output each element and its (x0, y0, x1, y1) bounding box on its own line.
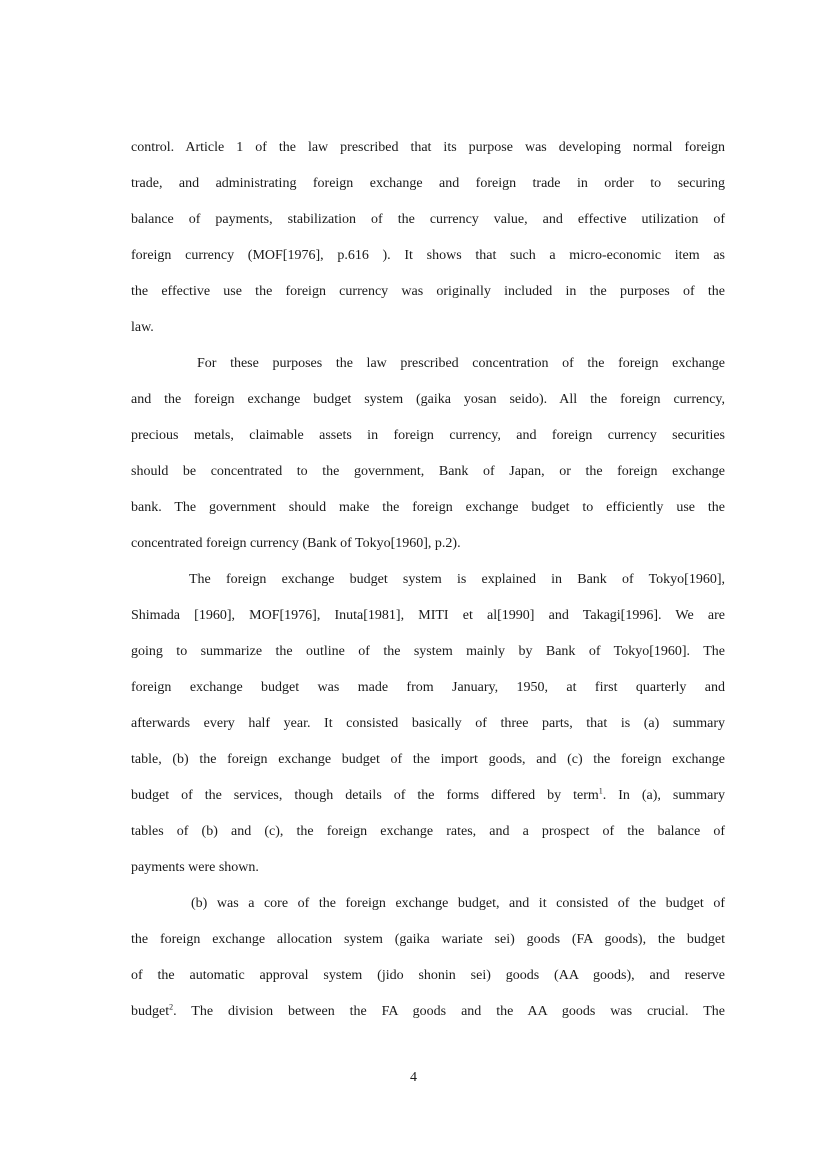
text-line-with-footnote (131, 778, 725, 814)
footnote-marker: 2 (169, 1002, 174, 1012)
text-line: balance of payments, stabilization of the currency value, and effective utilization of (131, 212, 725, 227)
text-segment: budget of the services, though details of the forms differed by term (131, 788, 599, 803)
paragraph-2 (131, 346, 725, 562)
text-line: and the foreign exchange budget system (gaika yosan seido). All the foreign currency, (131, 392, 725, 407)
text-line: foreign currency (MOF[1976], p.616 ). It shows that such a micro-economic item as (131, 248, 725, 263)
paragraph-3 (131, 562, 725, 886)
text-line: control. Article 1 of the law prescribed that its purpose was developing normal foreign (131, 140, 725, 155)
text-line: The foreign exchange budget system is explained in Bank of Tokyo[1960], (189, 572, 725, 587)
text-line: For these purposes the law prescribed concentration of the foreign exchange (197, 356, 725, 371)
text-line: of the automatic approval system (jido shonin sei) goods (AA goods), and reserve (131, 968, 725, 983)
page-number: 4 (410, 1070, 417, 1085)
text-line: should be concentrated to the government, Bank of Japan, or the foreign exchange (131, 464, 725, 479)
paragraph-1 (131, 130, 725, 346)
text-line: bank. The government should make the foreign exchange budget to efficiently use the (131, 500, 725, 515)
paragraph-4 (131, 886, 725, 1030)
text-line: table, (b) the foreign exchange budget of the import goods, and (c) the foreign exchange (131, 752, 725, 767)
footnote-marker: 1 (598, 786, 603, 796)
text-line: afterwards every half year. It consisted basically of three parts, that is (a) summary (131, 716, 725, 731)
text-line-with-footnote (131, 994, 725, 1030)
text-line: the foreign exchange allocation system (gaika wariate sei) goods (FA goods), the budget (131, 932, 725, 947)
text-line: Shimada [1960], MOF[1976], Inuta[1981], MITI et al[1990] and Takagi[1996]. We are (131, 608, 725, 623)
text-line: payments were shown. (131, 860, 259, 875)
text-line: precious metals, claimable assets in foreign currency, and foreign currency securities (131, 428, 725, 443)
text-line: tables of (b) and (c), the foreign exchange rates, and a prospect of the balance of (131, 824, 725, 839)
text-line: law. (131, 320, 154, 335)
text-line: (b) was a core of the foreign exchange budget, and it consisted of the budget of (191, 896, 725, 911)
text-line: foreign exchange budget was made from January, 1950, at first quarterly and (131, 680, 725, 695)
text-segment: budget (131, 1004, 170, 1019)
text-line: going to summarize the outline of the system mainly by Bank of Tokyo[1960]. The (131, 644, 725, 659)
text-line: the effective use the foreign currency was originally included in the purposes of the (131, 284, 725, 299)
body-text (131, 130, 725, 1030)
text-line: concentrated foreign currency (Bank of Tokyo[1960], p.2). (131, 536, 461, 551)
text-segment: . The division between the FA goods and the AA goods was crucial. The (173, 1004, 725, 1019)
text-segment: . In (a), summary (602, 788, 725, 803)
text-line: trade, and administrating foreign exchange and foreign trade in order to securing (131, 176, 725, 191)
